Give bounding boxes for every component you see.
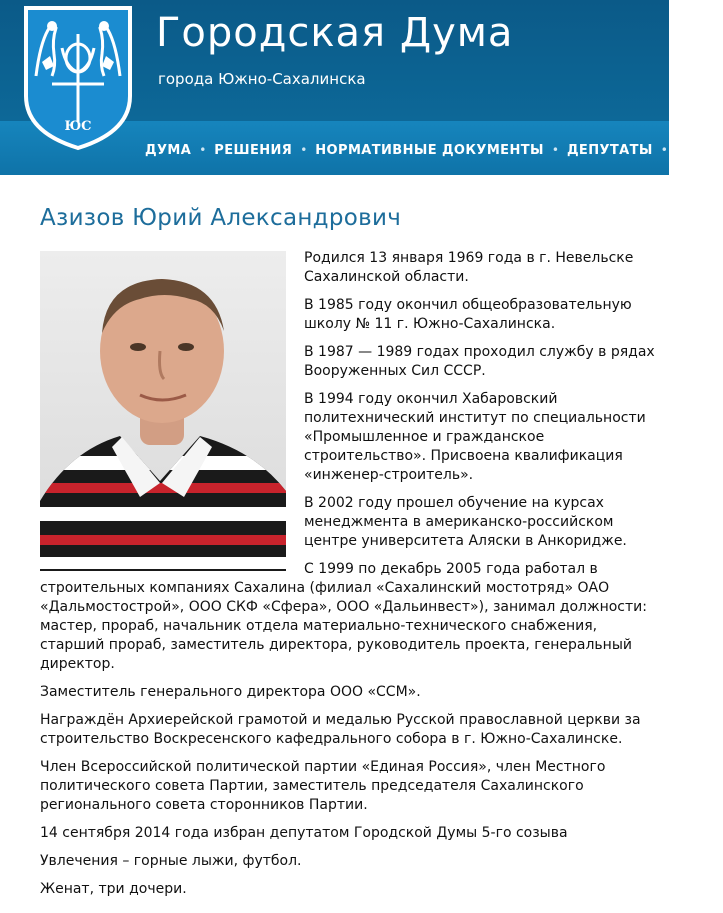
bio-paragraph: Увлечения – горные лыжи, футбол. (40, 853, 302, 869)
bio-paragraph: Заместитель генерального директора ООО «ССМ». (40, 684, 421, 700)
city-crest-icon[interactable] (22, 4, 134, 150)
person-name: Азизов Юрий Александрович (40, 205, 402, 231)
person-portrait-icon (40, 251, 286, 571)
bio-paragraph: В 2002 году прошел обучение на курсах менеджмента в американско-российском центре университета Аляски в Анкоридже. (304, 495, 627, 549)
person-photo (40, 251, 286, 571)
bio-paragraph: Женат, три дочери. (40, 881, 187, 897)
nav-separator: • (199, 143, 207, 157)
nav-separator: • (551, 143, 559, 157)
bio-paragraph: В 1985 году окончил общеобразовательную школу № 11 г. Южно-Сахалинска. (304, 297, 632, 332)
nav-item-decisions[interactable]: РЕШЕНИЯ (214, 142, 293, 158)
bio-paragraph: С 1999 по декабрь 2005 года работал в строительных компаниях Сахалина (филиал «Сахалинский мостотряд» ОАО «Дальмостострой», ООО СКФ «Сфера», ООО «Дальинвест»), занимал должности: мастер, прораб, начальник отдела материально-технического снабжения, старший прораб, заместитель директора, руководитель проекта, генеральный директор. (40, 561, 647, 672)
bio-paragraph: Награждён Архиерейской грамотой и медалью Русской православной церкви за строительство Воскресенского кафедрального собора в г. Южно-Сахалинске. (40, 712, 641, 747)
site-title[interactable]: Городская Дума (156, 10, 514, 56)
nav-item-deputies[interactable]: ДЕПУТАТЫ (566, 142, 653, 158)
nav-item-normative-docs[interactable]: НОРМАТИВНЫЕ ДОКУМЕНТЫ (315, 142, 544, 158)
site-subtitle: города Южно-Сахалинска (158, 70, 366, 88)
bio-paragraph: Родился 13 января 1969 года в г. Невельске Сахалинской области. (304, 250, 634, 285)
nav-item-duma[interactable]: ДУМА (145, 142, 192, 158)
svg-text:ЮС: ЮС (64, 119, 92, 134)
nav-item-committees[interactable]: КОМИ (675, 142, 723, 158)
site-header (0, 0, 723, 175)
main-nav (145, 140, 723, 160)
bio-paragraph: 14 сентября 2014 года избран депутатом Городской Думы 5-го созыва (40, 825, 568, 841)
bio-paragraph: В 1994 году окончил Хабаровский политехнический институт по специальности «Промышленное и гражданское строительство». Присвоена квалификация «инженер-строитель». (304, 391, 646, 483)
profile-content (40, 205, 655, 908)
bio-paragraph: В 1987 — 1989 годах проходил службу в рядах Вооруженных Сил СССР. (304, 344, 655, 379)
bio-paragraph: Член Всероссийской политической партии «Единая Россия», член Местного политического совета Партии, заместитель председателя Сахалинского регионального совета сторонников Партии. (40, 759, 606, 813)
nav-separator: • (660, 143, 668, 157)
nav-separator: • (300, 143, 308, 157)
